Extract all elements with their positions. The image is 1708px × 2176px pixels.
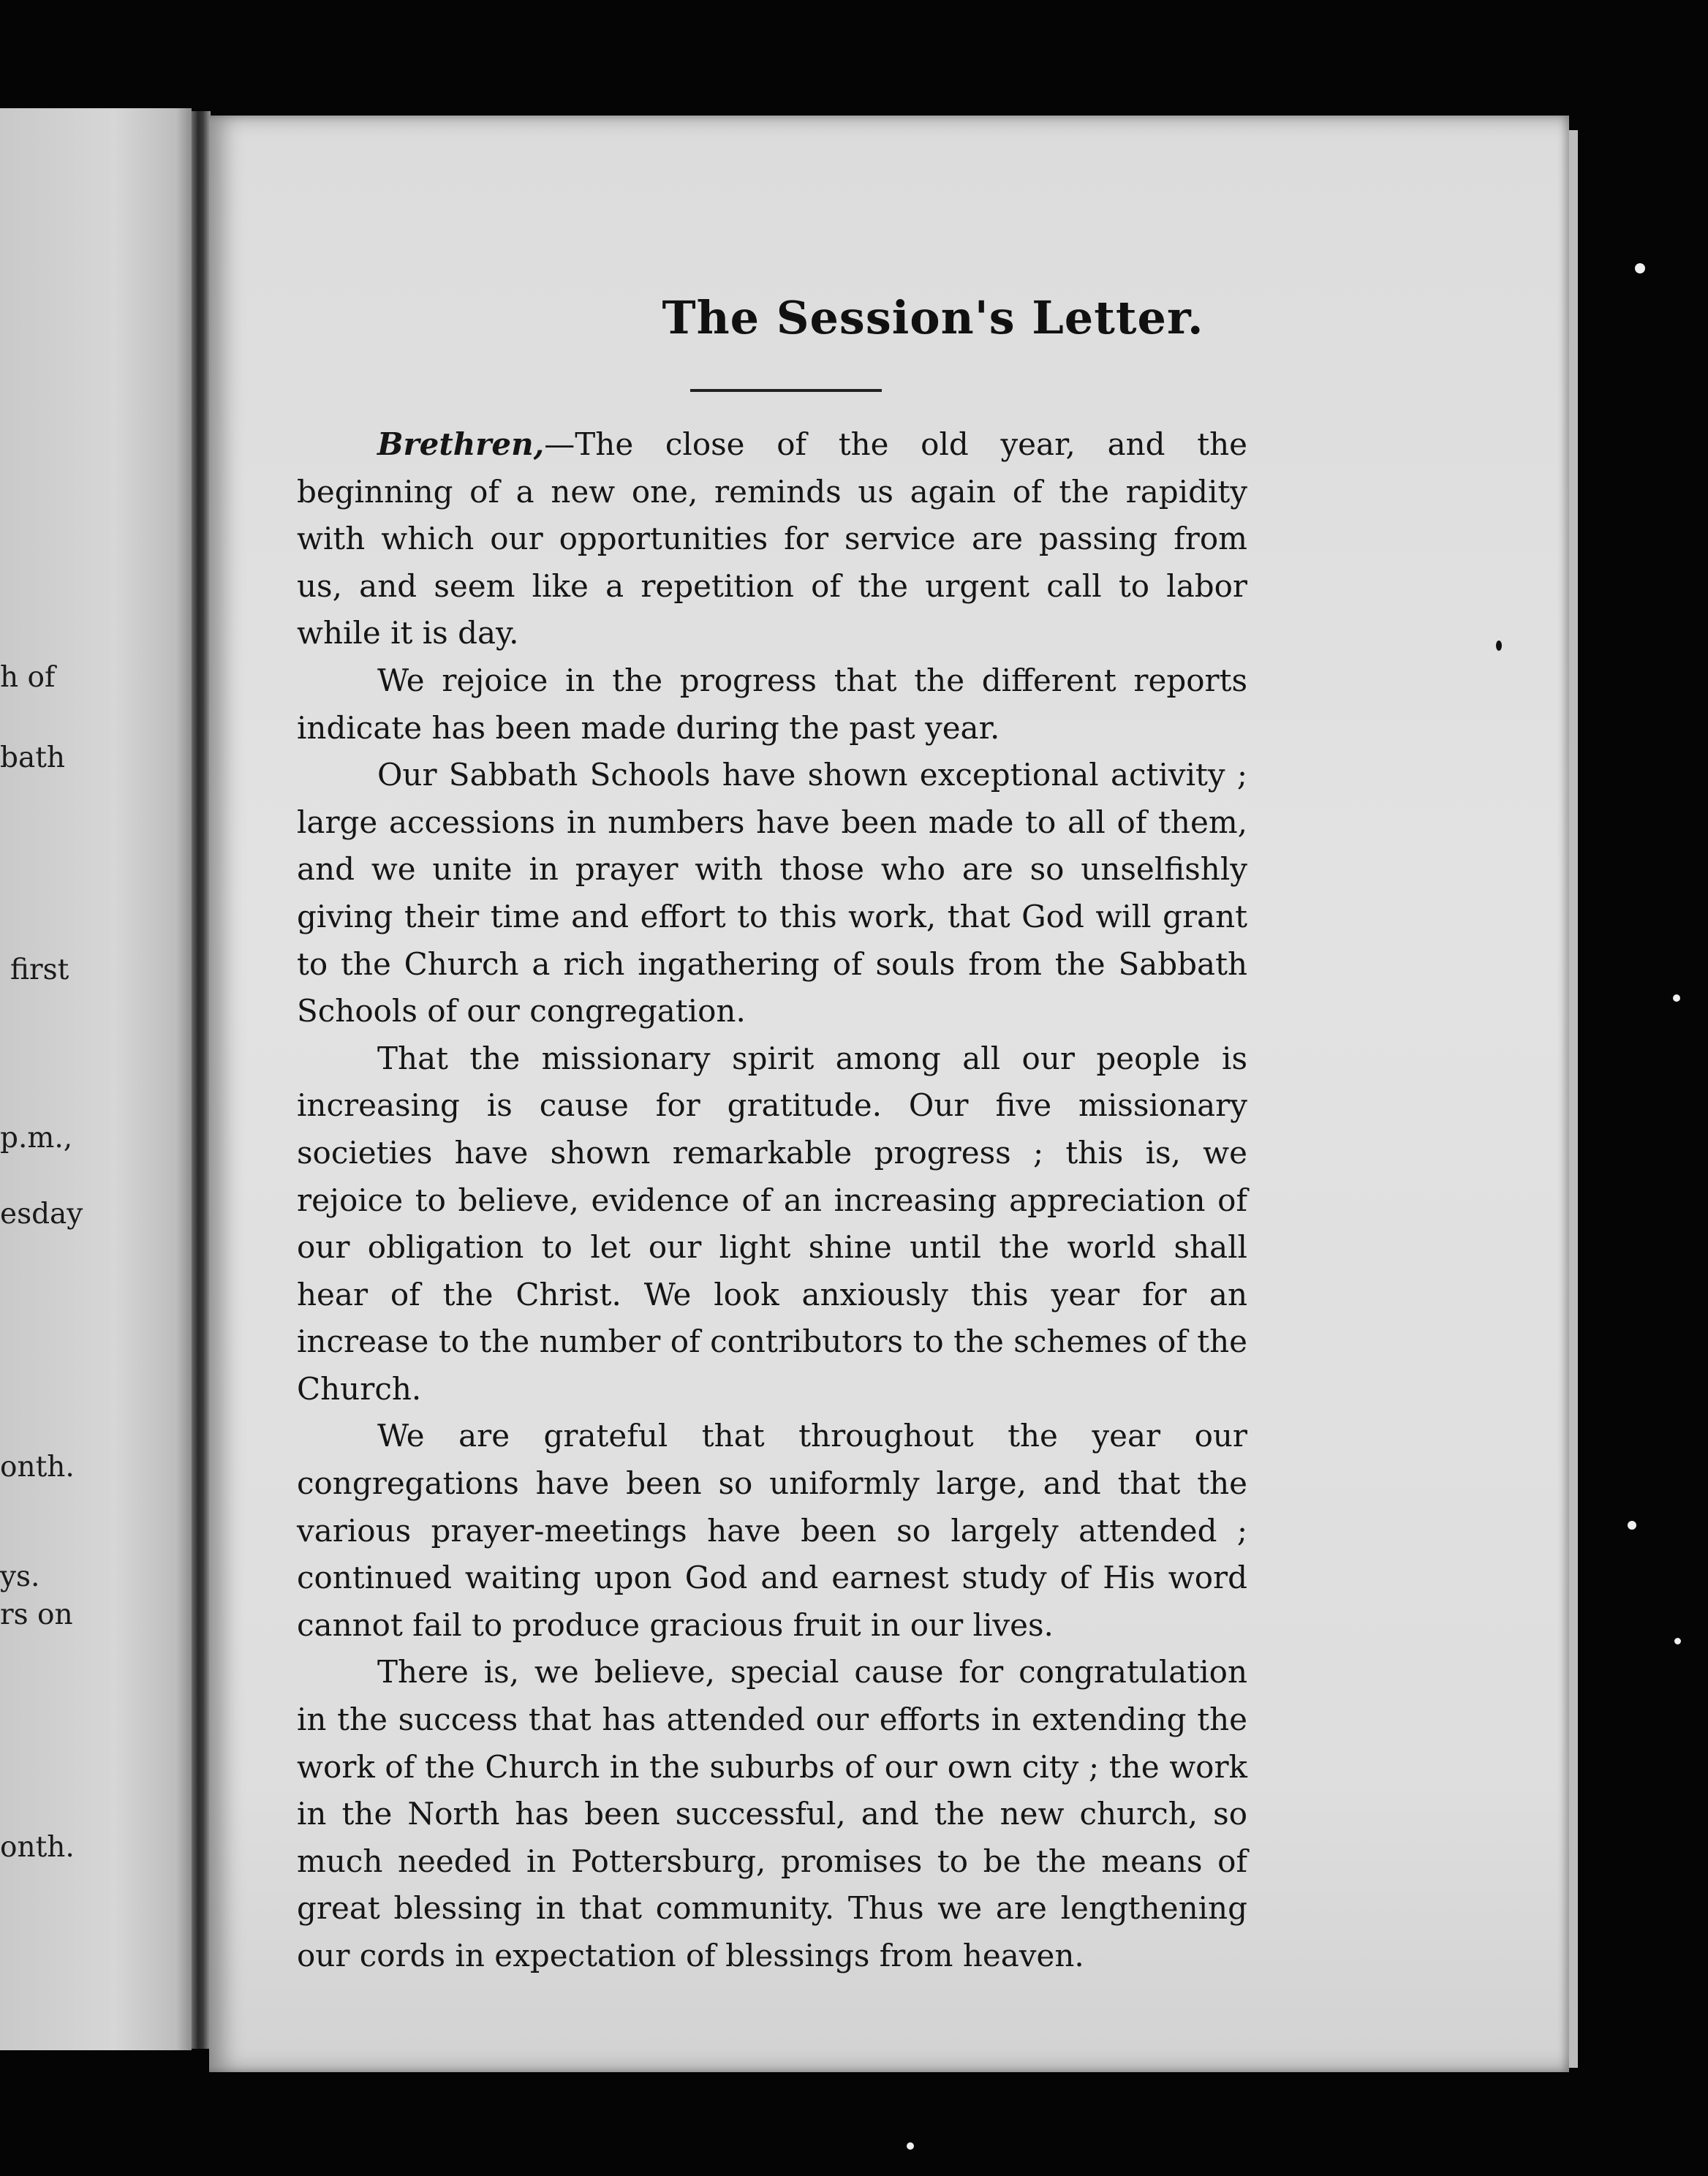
paragraph bbox=[297, 421, 1247, 657]
left-fragment: onth. bbox=[0, 1831, 75, 1864]
paragraph-text: —The close of the old year, and the beginning of a new one, reminds us again of the rapidity with which our opportunities for service are passing from us, and seem like a repetition of the urgent call to labor while it is day. bbox=[297, 426, 1247, 651]
book-gutter bbox=[192, 111, 211, 2049]
left-fragment: bath bbox=[0, 741, 66, 774]
ink-speck bbox=[1496, 641, 1502, 651]
letter-body bbox=[297, 421, 1247, 1980]
dust-speck bbox=[1628, 1521, 1636, 1530]
paragraph bbox=[297, 752, 1247, 1035]
left-fragment: onth. bbox=[0, 1451, 75, 1484]
main-page bbox=[209, 116, 1569, 2072]
left-fragment: esday bbox=[0, 1198, 83, 1231]
left-page-edge bbox=[0, 108, 192, 2050]
paragraph bbox=[297, 657, 1247, 752]
paragraph-text: Our Sabbath Schools have shown exceptional activity ; large accessions in numbers have been made to all of them, and we unite in prayer with those who are so unselfishly giving their time and effort to this work, that God will grant to the Church a rich ingathering of souls from the Sabbath Schools of our congregation. bbox=[297, 757, 1247, 1030]
page-title: The Session's Letter. bbox=[662, 291, 1204, 344]
paragraph bbox=[297, 1035, 1247, 1413]
paragraph-text: We rejoice in the progress that the different reports indicate has been made during the past year. bbox=[297, 662, 1247, 746]
page-edge bbox=[1569, 130, 1578, 2068]
dust-speck bbox=[907, 2142, 914, 2150]
left-fragment: h of bbox=[0, 661, 56, 694]
left-fragment: first bbox=[10, 953, 69, 986]
paragraph bbox=[297, 1649, 1247, 1979]
title-rule bbox=[690, 389, 882, 392]
paragraph-text: There is, we believe, special cause for congratulation in the success that has attended our efforts in extending the work of the Church in the suburbs of our own city ; the work in the North has been successful, and the new church, so much needed in Pottersburg, promises to be the means of great blessing in that community. Thus we are lengthening our cords in expectation of blessings from heaven. bbox=[297, 1654, 1247, 1973]
left-fragment: rs on bbox=[0, 1598, 73, 1631]
paragraph-text: We are grateful that throughout the year our congregations have been so uniformly large, and that the various prayer-meetings have been so largely attended ; continued waiting upon God and earnest study of His word cannot fail to produce gracious fruit in our lives. bbox=[297, 1418, 1247, 1643]
dust-speck bbox=[1635, 263, 1645, 273]
left-fragment: ys. bbox=[0, 1560, 40, 1593]
salutation: Brethren, bbox=[377, 426, 545, 462]
paragraph bbox=[297, 1413, 1247, 1649]
paragraph-text: That the missionary spirit among all our people is increasing is cause for gratitude. Our five missionary societies have shown remarkable progress ; this is, we rejoice to believe, evidence of an increasing appreciation of our obligation to let our light shine until the world shall hear of the Christ. We look anxiously this year for an increase to the number of contributors to the schemes of the Church. bbox=[297, 1040, 1247, 1407]
dust-speck bbox=[1674, 1638, 1681, 1644]
left-fragment: p.m., bbox=[0, 1122, 73, 1155]
dust-speck bbox=[1673, 994, 1680, 1002]
